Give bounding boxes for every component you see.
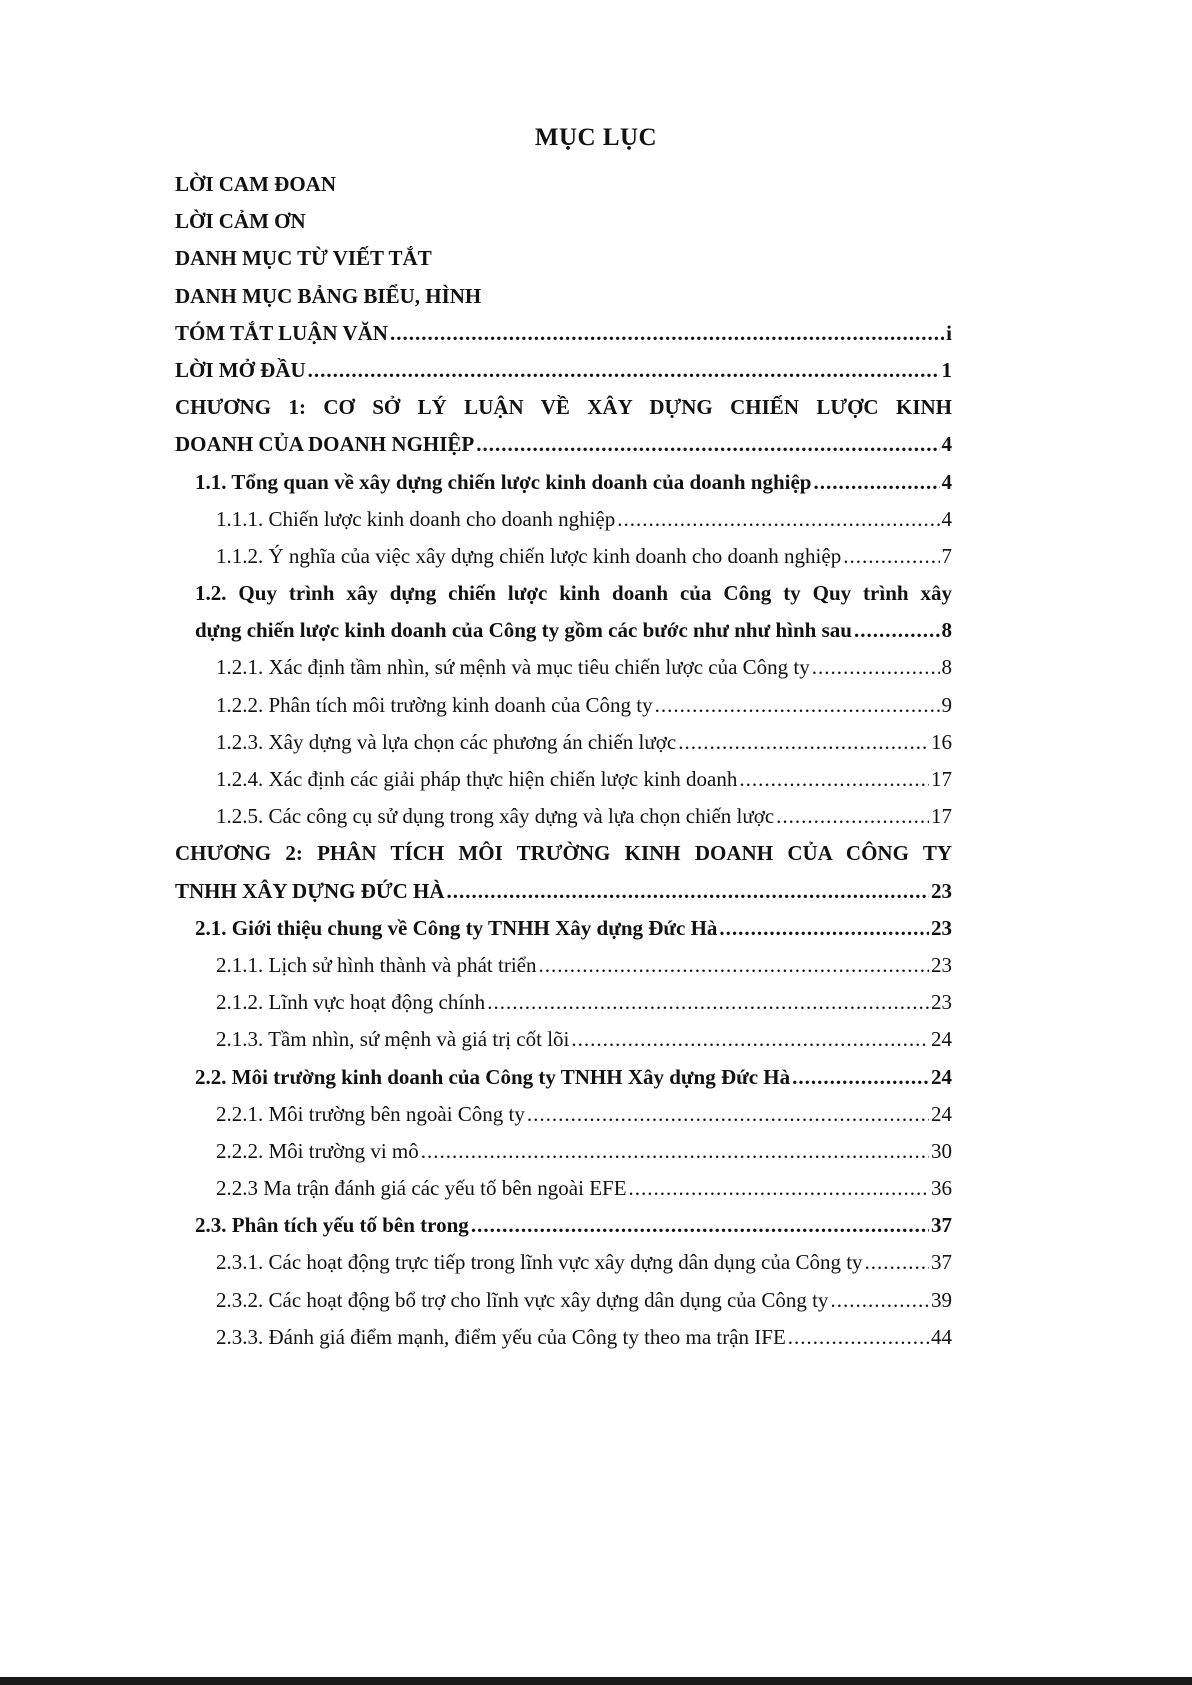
toc-entry-label: 2.1. Giới thiệu chung về Công ty TNHH Xây dựng Đức Hà — [195, 915, 718, 940]
dot-leader — [812, 649, 940, 686]
toc-page-number: 37 — [931, 1250, 952, 1275]
toc-page-number: 9 — [941, 692, 952, 717]
toc-entry-label: DANH MỤC BẢNG BIỂU, HÌNH — [175, 283, 482, 308]
toc-entry — [175, 798, 952, 835]
toc-entry — [175, 649, 952, 686]
toc-entry-label: 1.2.4. Xác định các giải pháp thực hiện chiến lược kinh doanh — [216, 767, 738, 791]
toc-entry-label: 1.2.1. Xác định tầm nhìn, sứ mệnh và mục tiêu chiến lược của Công ty — [216, 655, 810, 680]
toc-entry — [175, 612, 952, 649]
toc-page-number: 4 — [941, 432, 952, 457]
toc-page-number: 8 — [941, 655, 952, 680]
toc-entry — [175, 1170, 952, 1207]
dot-leader — [854, 612, 940, 649]
dot-leader — [830, 1282, 929, 1319]
toc-entry-label: 1.2.2. Phân tích môi trường kinh doanh của Công ty — [216, 692, 653, 717]
dot-leader — [390, 315, 944, 352]
toc-entry-label: TNHH XÂY DỰNG ĐỨC HÀ — [175, 878, 445, 903]
toc-entry-label: 2.3.2. Các hoạt động bổ trợ cho lĩnh vực xây dựng dân dụng của Công ty — [216, 1287, 829, 1312]
toc-entry — [175, 389, 952, 426]
toc-page-number: 4 — [941, 469, 952, 494]
toc-entry-label: TÓM TẮT LUẬN VĂN — [175, 320, 388, 345]
dot-leader — [719, 910, 929, 947]
toc-entry-label: 1.1.1. Chiến lược kinh doanh cho doanh nghiệp — [216, 506, 616, 531]
dot-leader — [788, 1319, 929, 1356]
toc-page-number: 1 — [941, 357, 952, 382]
toc-entry-label: DOANH CỦA DOANH NGHIỆP — [175, 432, 475, 457]
toc-entry — [175, 761, 952, 798]
toc-entry — [175, 575, 952, 612]
toc-entry — [175, 278, 952, 315]
toc-entry-label: 1.2. Quy trình xây dựng chiến lược kinh doanh của Công ty Quy trình xây — [195, 581, 952, 606]
dot-leader — [739, 761, 929, 798]
toc-entry — [175, 426, 952, 463]
dot-leader — [476, 426, 939, 463]
toc-page-number: 23 — [931, 915, 952, 940]
dot-leader — [629, 1170, 929, 1207]
toc-entry-label: 2.1.3. Tầm nhìn, sứ mệnh và giá trị cốt lõi — [216, 1027, 570, 1052]
toc-entry-label: 1.2.3. Xây dựng và lựa chọn các phương án chiến lược — [216, 729, 677, 754]
toc-entry-label: 1.1.2. Ý nghĩa của việc xây dựng chiến lược kinh doanh cho doanh nghiệp — [216, 543, 842, 568]
toc-entry — [175, 501, 952, 538]
toc-entry-label: 2.1.1. Lịch sử hình thành và phát triển — [216, 952, 537, 977]
toc-entry — [175, 1319, 952, 1356]
toc-entry-label: dựng chiến lược kinh doanh của Công ty gồm các bước như như hình sau — [195, 618, 852, 643]
toc-entry-label: 2.3.1. Các hoạt động trực tiếp trong lĩnh vực xây dựng dân dụng của Công ty — [216, 1250, 863, 1275]
toc-entry-label: 2.3.3. Đánh giá điểm mạnh, điểm yếu của Công ty theo ma trận IFE — [216, 1324, 786, 1349]
toc-page-number: 24 — [931, 1064, 952, 1089]
dot-leader — [865, 1244, 929, 1281]
toc-page-number: 23 — [931, 990, 952, 1015]
toc-entry — [175, 240, 952, 277]
toc-page-number: 7 — [941, 543, 952, 568]
toc-entry-label: LỜI CAM ĐOAN — [175, 172, 336, 196]
dot-leader — [792, 1059, 929, 1096]
dot-leader — [617, 501, 939, 538]
dot-leader — [843, 538, 939, 575]
dot-leader — [655, 687, 940, 724]
toc-entry-label: 2.2.3 Ma trận đánh giá các yếu tố bên ngoài EFE — [216, 1176, 627, 1201]
dot-leader — [571, 1021, 929, 1058]
toc-entry-label: 2.3. Phân tích yếu tố bên trong — [195, 1213, 469, 1238]
toc-entry — [175, 687, 952, 724]
toc-entry — [175, 1133, 952, 1170]
toc-entry-label: DANH MỤC TỪ VIẾT TẮT — [175, 246, 432, 271]
toc-entry — [175, 1059, 952, 1096]
toc-page-number: 39 — [931, 1287, 952, 1312]
bottom-edge-bar — [0, 1677, 1192, 1685]
toc-page-number: 4 — [941, 506, 952, 531]
toc-entry-label: 2.2.1. Môi trường bên ngoài Công ty — [216, 1101, 525, 1126]
toc-entry-label: 2.2. Môi trường kinh doanh của Công ty TNHH Xây dựng Đức Hà — [195, 1064, 791, 1089]
toc-entry — [175, 1282, 952, 1319]
toc-entry-label: CHƯƠNG 1: CƠ SỞ LÝ LUẬN VỀ XÂY DỰNG CHIẾN LƯỢC KINH — [175, 395, 952, 420]
toc-page-number: 23 — [931, 952, 952, 977]
toc-entry — [175, 873, 952, 910]
toc-page-number: 24 — [931, 1027, 952, 1052]
toc-page-number: 44 — [931, 1324, 952, 1349]
toc-entry — [175, 947, 952, 984]
toc-entry-label: 2.1.2. Lĩnh vực hoạt động chính — [216, 990, 486, 1015]
toc-page-number: 17 — [931, 767, 952, 791]
toc-entry-label: 1.2.5. Các công cụ sử dụng trong xây dựng và lựa chọn chiến lược — [216, 804, 775, 829]
toc-entry-label: 2.2.2. Môi trường vi mô — [216, 1138, 419, 1163]
toc-page-number: 8 — [941, 618, 952, 643]
toc-entry — [175, 1021, 952, 1058]
toc-entry — [175, 203, 952, 240]
dot-leader — [446, 873, 929, 910]
dot-leader — [471, 1207, 929, 1244]
toc-entry — [175, 538, 952, 575]
toc-page-number: 16 — [931, 729, 952, 754]
toc-entry — [175, 984, 952, 1021]
toc-entry — [175, 464, 952, 501]
table-of-contents — [175, 166, 952, 1356]
dot-leader — [421, 1133, 929, 1170]
toc-page-number: 17 — [931, 804, 952, 829]
toc-page-number: 23 — [931, 878, 952, 903]
dot-leader — [776, 798, 929, 835]
toc-page-number: 36 — [931, 1176, 952, 1201]
toc-title: MỤC LỤC — [534, 124, 658, 151]
toc-entry — [175, 724, 952, 761]
dot-leader — [678, 724, 929, 761]
toc-page-number: 24 — [931, 1101, 952, 1126]
toc-entry — [175, 315, 952, 352]
toc-entry — [175, 1244, 952, 1281]
toc-entry — [175, 1207, 952, 1244]
toc-entry — [175, 835, 952, 872]
dot-leader — [487, 984, 929, 1021]
dot-leader — [814, 464, 940, 501]
toc-page-number: 30 — [931, 1138, 952, 1163]
dot-leader — [539, 947, 930, 984]
dot-leader — [527, 1096, 929, 1133]
toc-entry — [175, 910, 952, 947]
toc-entry-label: 1.1. Tổng quan về xây dựng chiến lược kinh doanh của doanh nghiệp — [195, 469, 812, 494]
toc-page-number: 37 — [931, 1213, 952, 1238]
toc-entry — [175, 352, 952, 389]
toc-entry-label: LỜI CẢM ƠN — [175, 209, 306, 234]
dot-leader — [308, 352, 940, 389]
toc-page-number: i — [946, 320, 952, 345]
toc-entry — [175, 166, 952, 203]
toc-entry — [175, 1096, 952, 1133]
toc-entry-label: CHƯƠNG 2: PHÂN TÍCH MÔI TRƯỜNG KINH DOANH CỦA CÔNG TY — [175, 841, 952, 866]
toc-entry-label: LỜI MỞ ĐẦU — [175, 357, 306, 382]
